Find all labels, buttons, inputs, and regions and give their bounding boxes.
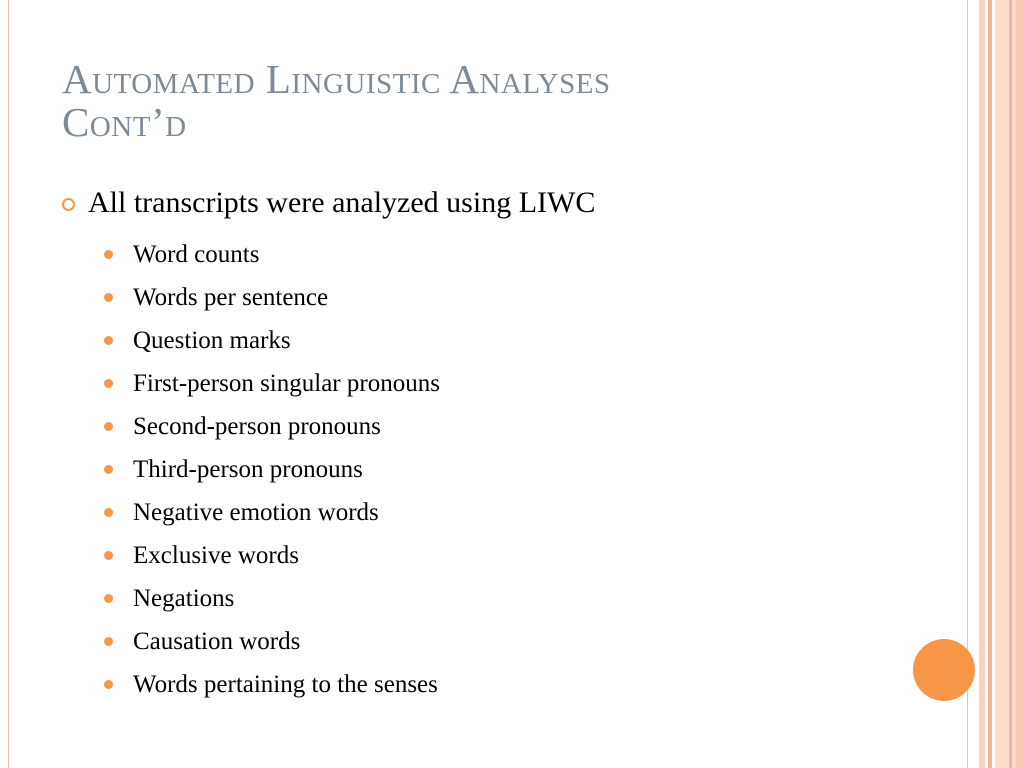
main-bullet-text: All transcripts were analyzed using LIWC	[88, 186, 596, 219]
list-item	[104, 663, 440, 706]
list-item	[104, 276, 440, 319]
list-item-text: First-person singular pronouns	[133, 369, 440, 397]
dot-bullet-icon	[104, 422, 113, 431]
list-item	[104, 620, 440, 663]
sub-bullet-list	[104, 233, 440, 706]
dot-bullet-icon	[104, 250, 113, 259]
list-item	[104, 362, 440, 405]
list-item-text: Exclusive words	[133, 541, 299, 569]
dot-bullet-icon	[104, 594, 113, 603]
list-item-text: Word counts	[133, 240, 260, 268]
dot-bullet-icon	[104, 379, 113, 388]
dot-bullet-icon	[104, 551, 113, 560]
list-item-text: Causation words	[133, 627, 301, 655]
list-item	[104, 448, 440, 491]
list-item-text: Third-person pronouns	[133, 455, 363, 483]
list-item-text: Negations	[133, 584, 235, 612]
list-item	[104, 233, 440, 276]
decorative-circle	[913, 639, 975, 701]
decorative-stripe	[1009, 0, 1012, 768]
ring-bullet-icon	[62, 198, 75, 211]
decorative-stripe	[988, 0, 992, 768]
list-item-text: Words per sentence	[133, 283, 329, 311]
list-item-text: Words pertaining to the senses	[133, 670, 438, 698]
list-item	[104, 491, 440, 534]
main-bullet	[62, 186, 595, 220]
dot-bullet-icon	[104, 336, 113, 345]
title-line-2: Cont’d	[62, 99, 187, 146]
list-item	[104, 577, 440, 620]
dot-bullet-icon	[104, 465, 113, 474]
list-item-text: Negative emotion words	[133, 498, 379, 526]
list-item-text: Second-person pronouns	[133, 412, 381, 440]
list-item	[104, 319, 440, 362]
list-item	[104, 405, 440, 448]
dot-bullet-icon	[104, 637, 113, 646]
dot-bullet-icon	[104, 293, 113, 302]
dot-bullet-icon	[104, 680, 113, 689]
title-line-1: Automated Linguistic Analyses	[62, 56, 611, 102]
decorative-stripe	[979, 0, 985, 768]
decorative-stripe	[1016, 0, 1024, 768]
dot-bullet-icon	[104, 508, 113, 517]
slide-title	[62, 58, 611, 144]
list-item	[104, 534, 440, 577]
list-item-text: Question marks	[133, 326, 291, 354]
